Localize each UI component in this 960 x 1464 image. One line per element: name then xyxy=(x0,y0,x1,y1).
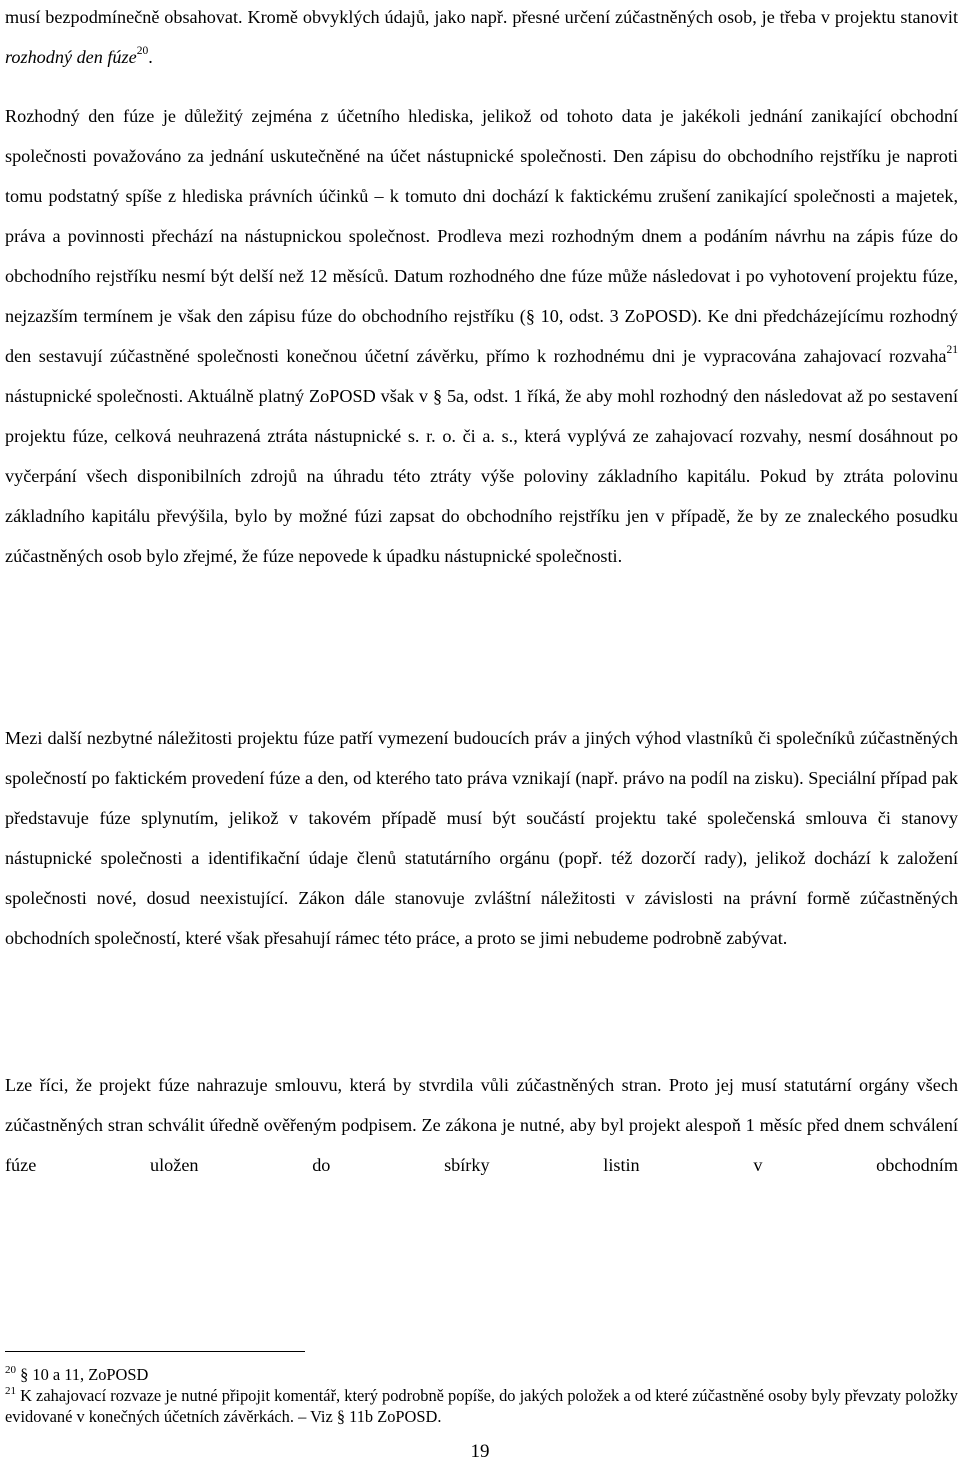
paragraph-3-text: Mezi další nezbytné náležitosti projektu fúze patří vymezení budoucích práv a jiných výhod vlastníků či společníků zúčastněných společností po faktickém provedení fúze a den, od kterého tato práva vznikají (např. právo na podíl na zisku). Speciální případ pak představuje fúze splynutím, jelikož v takovém případě musí být součástí projektu také společenská smlouva či stanovy nástupnické společnosti a identifikační údaje členů statutárního orgánu (popř. též dozorčí rady), jelikož dochází k založení společnosti nové, dosud neexistující. Zákon dále stanovuje zvláštní náležitosti v závislosti na právní formě zúčastněných obchodních společností, které však přesahují rámec této práce, a proto se jimi nebudeme podrobně zabývat. xyxy=(5,728,958,948)
page-number: 19 xyxy=(470,1441,490,1462)
paragraph-1-text: musí bezpodmínečně obsahovat. Kromě obvyklých údajů, jako např. přesné určení zúčastněných osob, je třeba v projektu stanovit xyxy=(5,7,958,27)
footnotes xyxy=(5,1364,958,1427)
footnote-text: § 10 a 11, ZoPOSD xyxy=(16,1365,149,1384)
paragraph-1-emphasis: rozhodný den fúze xyxy=(5,47,137,67)
footnote-ref-20[interactable]: 20 xyxy=(136,44,149,57)
paragraph-1-end: . xyxy=(148,47,153,67)
paragraph-1 xyxy=(5,0,958,77)
paragraph-2 xyxy=(5,96,958,576)
footnote-21 xyxy=(5,1385,958,1427)
paragraph-3 xyxy=(5,718,958,958)
paragraph-4 xyxy=(5,1065,958,1185)
footnote-number: 21 xyxy=(5,1384,16,1397)
footnote-20 xyxy=(5,1364,958,1385)
footnote-text: K zahajovací rozvaze je nutné připojit komentář, který podrobně popíše, do jakých položek a od které zúčastněné osoby byly převzaty položky evidované v konečných účetních závěrkách. – Viz § 11b ZoPOSD. xyxy=(5,1386,958,1426)
footnote-separator xyxy=(5,1351,305,1352)
footnote-number: 20 xyxy=(5,1363,16,1376)
paragraph-2-text: Rozhodný den fúze je důležitý zejména z účetního hlediska, jelikož od tohoto data je jakékoli jednání zanikající obchodní společnosti považováno za jednání uskutečněné na účet nástupnické společnosti. Den zápisu do obchodního rejstříku je naproti tomu podstatný spíše z hlediska právních účinků – k tomuto dni dochází k faktickému zrušení zanikající společnosti a majetek, práva a povinnosti přechází na nástupnickou společnost. Prodleva mezi rozhodným dnem a podáním návrhu na zápis fúze do obchodního rejstříku nesmí být delší než 12 měsíců. Datum rozhodného dne fúze může následovat i po vyhotovení projektu fúze, nejzazším termínem je však den zápisu fúze do obchodního rejstříku (§ 10, odst. 3 ZoPOSD). Ke dni předcházejícímu rozhodný den sestavují zúčastněné společnosti konečnou účetní závěrku, přímo k rozhodnému dni je vypracována zahajovací rozvaha xyxy=(5,106,958,366)
paragraph-4-text: Lze říci, že projekt fúze nahrazuje smlouvu, která by stvrdila vůli zúčastněných stran. Proto jej musí statutární orgány všech zúčastněných stran schválit úředně ověřeným podpisem. Ze zákona je nutné, aby byl projekt alespoň 1 měsíc před dnem schválení fúze uložen do sbírky listin v obchodním xyxy=(5,1075,958,1175)
paragraph-2-continued: nástupnické společnosti. Aktuálně platný ZoPOSD však v § 5a, odst. 1 říká, že aby mohl rozhodný den následovat až po sestavení projektu fúze, celková neuhrazená ztráta nástupnické s. r. o. či a. s., která vyplývá ze zahajovací rozvahy, nesmí dosáhnout po vyčerpání všech disponibilních zdrojů na úhradu této ztráty výše poloviny základního kapitálu. Pokud by ztráta polovinu základního kapitálu převýšila, bylo by možné fúzi zapsat do obchodního rejstříku jen v případě, že by ze znaleckého posudku zúčastněných osob bylo zřejmé, že fúze nepovede k úpadku nástupnické společnosti. xyxy=(5,386,958,566)
footnote-ref-21[interactable]: 21 xyxy=(946,343,958,356)
